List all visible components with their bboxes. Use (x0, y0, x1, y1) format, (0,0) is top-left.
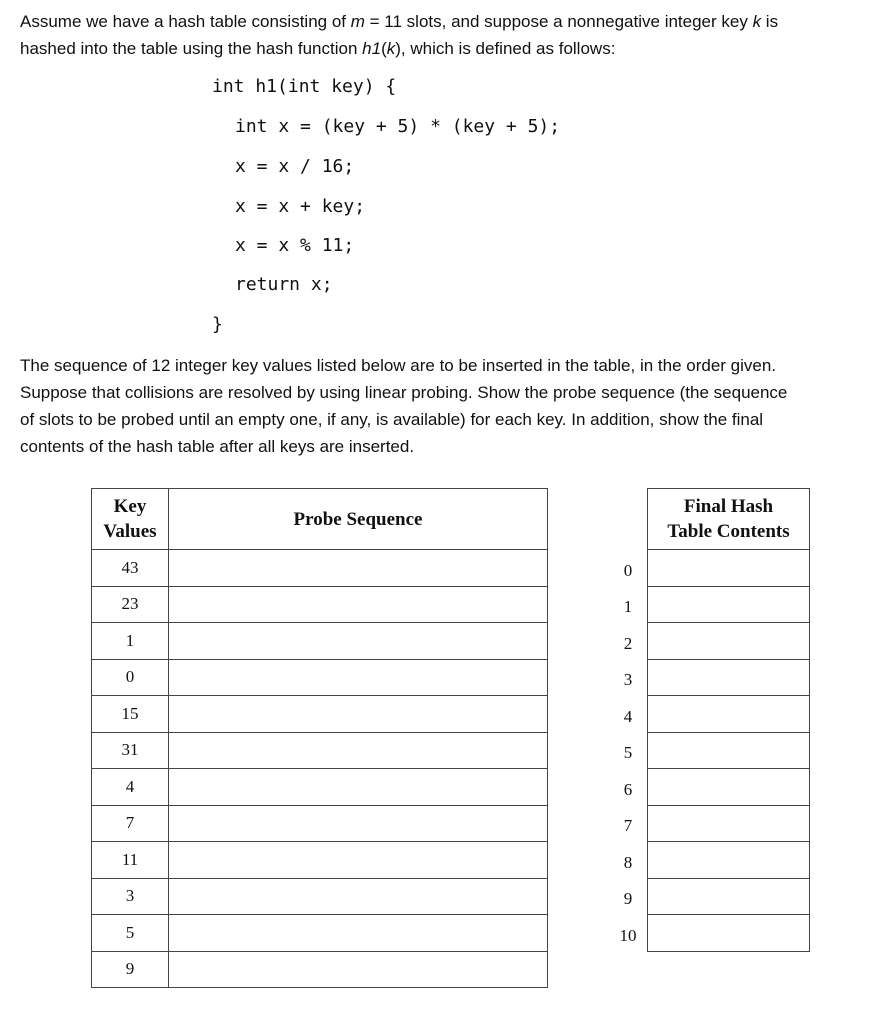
table-row (92, 805, 548, 842)
intro-text-2a: hashed into the table using the hash function (20, 39, 363, 58)
slot-index-label: 9 (623, 889, 633, 908)
probe-answer-cell[interactable] (169, 696, 548, 733)
table-row (648, 842, 810, 879)
intro-text-2b: , which is defined as follows: (400, 39, 616, 58)
task-line-2: Suppose that collisions are resolved by using linear probing. Show the probe sequence (the sequence (20, 383, 788, 402)
intro-paragraph (20, 8, 880, 62)
slot-index-label: 6 (623, 780, 633, 799)
key-cell: 23 (92, 586, 169, 623)
key-cell: 9 (92, 951, 169, 988)
final-contents-header: Final Hash Table Contents (648, 489, 810, 550)
key-cell: 5 (92, 915, 169, 952)
table-row (92, 586, 548, 623)
final-slot-cell[interactable] (648, 696, 810, 733)
code-line-mod: x = x % 11; (235, 235, 355, 256)
key-cell: 31 (92, 732, 169, 769)
slot-index-label: 10 (619, 926, 637, 945)
var-k: k (752, 12, 762, 31)
task-line-1: The sequence of 12 integer key values listed below are to be inserted in the table, in the order given. (20, 356, 777, 375)
table-row (648, 769, 810, 806)
hash-fn-name: h1 (362, 39, 382, 58)
key-cell: 43 (92, 550, 169, 587)
intro-line-2 (20, 35, 880, 62)
code-line-square: int x = (key + 5) * (key + 5); (235, 116, 561, 137)
final-slot-cell[interactable] (648, 915, 810, 952)
table-row (92, 550, 548, 587)
table-row (648, 805, 810, 842)
slot-index-label: 1 (623, 597, 633, 616)
table-row (648, 696, 810, 733)
key-cell: 4 (92, 769, 169, 806)
slot-index-label: 7 (623, 816, 633, 835)
intro-text-1a: Assume we have a hash table consisting of (20, 12, 351, 31)
key-cell: 11 (92, 842, 169, 879)
table-row (648, 659, 810, 696)
code-line-return: return x; (235, 274, 333, 295)
slot-index-label: 4 (623, 707, 633, 726)
key-cell: 3 (92, 878, 169, 915)
key-cell: 15 (92, 696, 169, 733)
intro-line-1 (20, 8, 880, 35)
slot-index-label: 0 (623, 561, 633, 580)
probe-sequence-table (91, 488, 548, 988)
probe-answer-cell[interactable] (169, 586, 548, 623)
probe-answer-cell[interactable] (169, 842, 548, 879)
table-row (648, 878, 810, 915)
table-row (92, 659, 548, 696)
final-slot-cell[interactable] (648, 623, 810, 660)
hash-fn-arg: k (386, 39, 396, 58)
slot-index-label: 8 (623, 853, 633, 872)
hash-fn-open-paren: ( (381, 39, 387, 58)
table-row (92, 878, 548, 915)
slot-index-label: 5 (623, 743, 633, 762)
code-line-divide: x = x / 16; (235, 156, 355, 177)
key-cell: 1 (92, 623, 169, 660)
code-line-signature: int h1(int key) { (212, 76, 397, 97)
table-row (648, 623, 810, 660)
table-row (92, 732, 548, 769)
key-values-header: Key Values (92, 489, 169, 550)
final-slot-cell[interactable] (648, 769, 810, 806)
table-row (648, 586, 810, 623)
probe-answer-cell[interactable] (169, 878, 548, 915)
table-row (92, 915, 548, 952)
code-line-add: x = x + key; (235, 196, 366, 217)
probe-answer-cell[interactable] (169, 951, 548, 988)
final-slot-cell[interactable] (648, 732, 810, 769)
code-line-close-brace: } (212, 314, 223, 335)
final-slot-cell[interactable] (648, 878, 810, 915)
table-row (92, 696, 548, 733)
key-cell: 7 (92, 805, 169, 842)
table-row (92, 951, 548, 988)
task-paragraph (20, 352, 880, 460)
table-row (92, 842, 548, 879)
task-line-3: of slots to be probed until an empty one, if any, is available) for each key. In addition, show the final (20, 410, 764, 429)
probe-answer-cell[interactable] (169, 732, 548, 769)
table-row (648, 550, 810, 587)
table-row (648, 915, 810, 952)
probe-answer-cell[interactable] (169, 623, 548, 660)
intro-text-1c: is (761, 12, 779, 31)
slot-index-label: 3 (623, 670, 633, 689)
table-row (92, 623, 548, 660)
probe-answer-cell[interactable] (169, 805, 548, 842)
final-slot-cell[interactable] (648, 842, 810, 879)
hash-fn-close-paren: ) (395, 39, 401, 58)
final-slot-cell[interactable] (648, 550, 810, 587)
probe-answer-cell[interactable] (169, 659, 548, 696)
probe-answer-cell[interactable] (169, 915, 548, 952)
probe-answer-cell[interactable] (169, 550, 548, 587)
probe-sequence-header: Probe Sequence (169, 489, 548, 550)
table-row (92, 769, 548, 806)
final-slot-cell[interactable] (648, 586, 810, 623)
final-table-header-row (648, 489, 810, 550)
slot-index-label: 2 (623, 634, 633, 653)
key-cell: 0 (92, 659, 169, 696)
final-slot-cell[interactable] (648, 659, 810, 696)
var-m: m (350, 12, 365, 31)
probe-answer-cell[interactable] (169, 769, 548, 806)
intro-text-1b: = 11 slots, and suppose a nonnegative integer key (364, 12, 753, 31)
final-slot-cell[interactable] (648, 805, 810, 842)
table-header-row (92, 489, 548, 550)
table-row (648, 732, 810, 769)
final-hash-table (647, 488, 810, 952)
task-line-4: contents of the hash table after all keys are inserted. (20, 437, 415, 456)
